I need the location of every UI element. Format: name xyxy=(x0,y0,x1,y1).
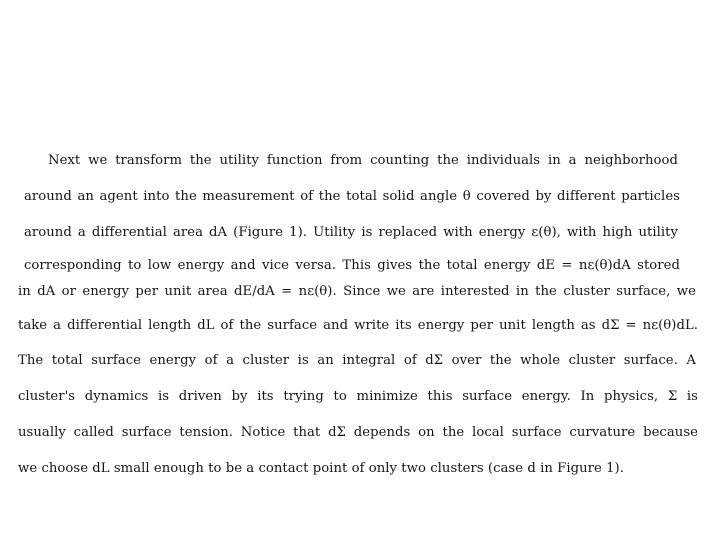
paragraph-line-8: cluster's dynamics is driven by its trying to minimize this surface energy. In physics, Σ is xyxy=(18,389,698,404)
paragraph-line-1: Next we transform the utility function from counting the individuals in a neighborhood xyxy=(48,153,678,168)
paragraph-line-6: take a differential length dL of the surface and write its energy per unit length as dΣ = nε(θ)dL. xyxy=(18,318,698,333)
paragraph-line-5: in dA or energy per unit area dE/dA = nε(θ). Since we are interested in the cluster surface, we xyxy=(18,284,696,299)
paragraph-line-9: usually called surface tension. Notice that dΣ depends on the local surface curvature because xyxy=(18,425,698,440)
paragraph-line-10: we choose dL small enough to be a contact point of only two clusters (case d in Figure 1). xyxy=(18,461,624,476)
paragraph-line-7: The total surface energy of a cluster is an integral of dΣ over the whole cluster surface. A xyxy=(18,353,696,368)
paragraph-line-2: around an agent into the measurement of the total solid angle θ covered by different particles xyxy=(24,189,680,204)
paragraph-line-3: around a differential area dA (Figure 1). Utility is replaced with energy ε(θ), with high utility xyxy=(24,225,678,240)
paragraph-line-4: corresponding to low energy and vice versa. This gives the total energy dE = nε(θ)dA stored xyxy=(24,258,680,273)
